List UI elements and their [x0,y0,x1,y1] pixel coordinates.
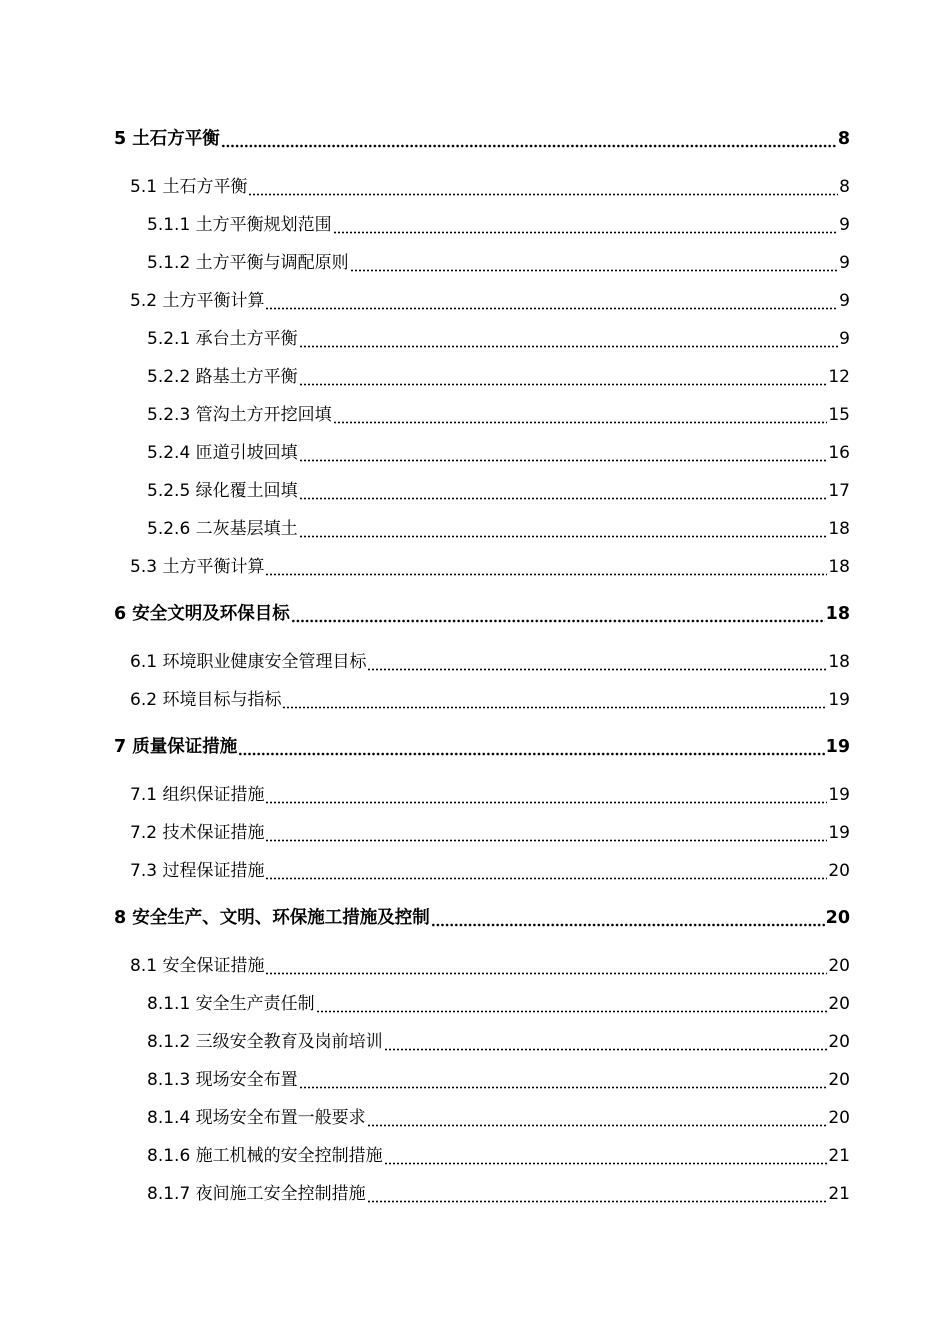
dot-leader [431,907,825,929]
toc-entry-page: 16 [828,443,850,463]
toc-entry-title: 5.2.2 路基土方平衡 [147,367,298,387]
toc-entry-page: 18 [828,519,850,539]
toc-entry-title: 6.2 环境目标与指标 [130,690,282,710]
toc-entry-page: 9 [839,253,850,273]
toc-entry-page: 19 [828,823,850,843]
toc-entry-title: 5.2.4 匝道引坡回填 [147,443,298,463]
toc-entry[interactable] [147,1103,850,1129]
toc-entry-title: 5.2.3 管沟土方开挖回填 [147,405,332,425]
toc-entry[interactable] [130,951,850,977]
toc-entry-title: 8.1.3 现场安全布置 [147,1070,298,1090]
dot-leader [333,404,828,426]
dot-leader [265,290,838,312]
dot-leader [350,252,839,274]
toc-entry-title: 6.1 环境职业健康安全管理目标 [130,652,367,672]
toc-entry-title: 5.2.6 二灰基层填土 [147,519,298,539]
toc-entry-title: 8.1.4 现场安全布置一般要求 [147,1108,366,1128]
toc-entry-title: 8 安全生产、文明、环保施工措施及控制 [114,908,430,928]
dot-leader [265,822,827,844]
toc-entry[interactable] [130,172,850,198]
toc-entry[interactable] [130,856,850,882]
toc-entry[interactable] [114,599,850,625]
toc-entry-title: 7.3 过程保证措施 [130,861,265,881]
toc-entry-title: 8.1.2 三级安全教育及岗前培训 [147,1032,383,1052]
toc-entry-title: 6 安全文明及环保目标 [114,604,290,624]
toc-entry-title: 5.1.1 土方平衡规划范围 [147,215,332,235]
toc-entry-page: 19 [828,785,850,805]
toc-entry[interactable] [147,438,850,464]
dot-leader [299,366,828,388]
toc-entry-page: 8 [839,177,850,197]
toc-entry-page: 18 [825,604,850,624]
toc-entry[interactable] [114,124,850,150]
toc-entry-page: 9 [839,329,850,349]
toc-entry-page: 18 [828,557,850,577]
toc-entry-page: 21 [828,1184,850,1204]
toc-entry-title: 5.3 土方平衡计算 [130,557,265,577]
dot-leader [367,1107,828,1129]
dot-leader [299,518,828,540]
toc-entry-page: 15 [828,405,850,425]
toc-entry-title: 8.1.1 安全生产责任制 [147,994,315,1014]
toc-entry[interactable] [147,1141,850,1167]
dot-leader [384,1145,828,1167]
toc-entry-page: 20 [825,908,850,928]
toc-entry[interactable] [147,476,850,502]
dot-leader [299,442,828,464]
toc-entry[interactable] [147,400,850,426]
toc-entry-page: 20 [828,1032,850,1052]
toc-entry-title: 7 质量保证措施 [114,737,238,757]
toc-entry-title: 5 土石方平衡 [114,129,220,149]
toc-entry-title: 7.1 组织保证措施 [130,785,265,805]
dot-leader [238,736,824,758]
dot-leader [265,556,827,578]
toc-entry[interactable] [147,1065,850,1091]
toc-entry-page: 20 [828,1070,850,1090]
toc-entry-page: 19 [825,737,850,757]
dot-leader [384,1031,828,1053]
toc-entry[interactable] [130,286,850,312]
toc-entry-page: 9 [839,291,850,311]
toc-entry-title: 5.2 土方平衡计算 [130,291,265,311]
dot-leader [316,993,828,1015]
toc-entry-page: 18 [828,652,850,672]
dot-leader [265,955,827,977]
dot-leader [299,328,839,350]
toc-entry[interactable] [147,248,850,274]
toc-entry[interactable] [147,989,850,1015]
toc-entry[interactable] [147,362,850,388]
toc-entry-page: 19 [828,690,850,710]
toc-entry-page: 9 [839,215,850,235]
dot-leader [265,860,827,882]
toc-entry-page: 17 [828,481,850,501]
toc-entry-title: 8.1 安全保证措施 [130,956,265,976]
dot-leader [221,128,837,150]
dot-leader [248,176,838,198]
toc-entry[interactable] [114,732,850,758]
toc-entry[interactable] [130,685,850,711]
toc-entry-title: 5.2.5 绿化覆土回填 [147,481,298,501]
toc-entry[interactable] [114,903,850,929]
toc-entry-page: 8 [837,129,850,149]
toc-entry[interactable] [147,1027,850,1053]
dot-leader [367,651,827,673]
toc-entry-title: 7.2 技术保证措施 [130,823,265,843]
toc-entry[interactable] [130,647,850,673]
toc-entry-page: 20 [828,994,850,1014]
toc-entry-title: 5.1 土石方平衡 [130,177,248,197]
toc-entry[interactable] [147,324,850,350]
toc-entry-title: 5.2.1 承台土方平衡 [147,329,298,349]
toc-entry[interactable] [147,514,850,540]
toc-entry[interactable] [130,818,850,844]
toc-entry[interactable] [130,552,850,578]
dot-leader [333,214,839,236]
dot-leader [265,784,827,806]
toc-entry-page: 20 [828,956,850,976]
dot-leader [299,1069,828,1091]
dot-leader [282,689,827,711]
toc-entry-title: 8.1.7 夜间施工安全控制措施 [147,1184,366,1204]
toc-entry[interactable] [147,1179,850,1205]
toc-entry-page: 12 [828,367,850,387]
toc-entry-page: 20 [828,861,850,881]
toc-entry-page: 20 [828,1108,850,1128]
dot-leader [367,1183,828,1205]
toc-entry[interactable] [130,780,850,806]
toc-entry-title: 5.1.2 土方平衡与调配原则 [147,253,349,273]
dot-leader [291,603,825,625]
toc-entry-page: 21 [828,1146,850,1166]
toc-entry-title: 8.1.6 施工机械的安全控制措施 [147,1146,383,1166]
toc-entry[interactable] [147,210,850,236]
dot-leader [299,480,828,502]
